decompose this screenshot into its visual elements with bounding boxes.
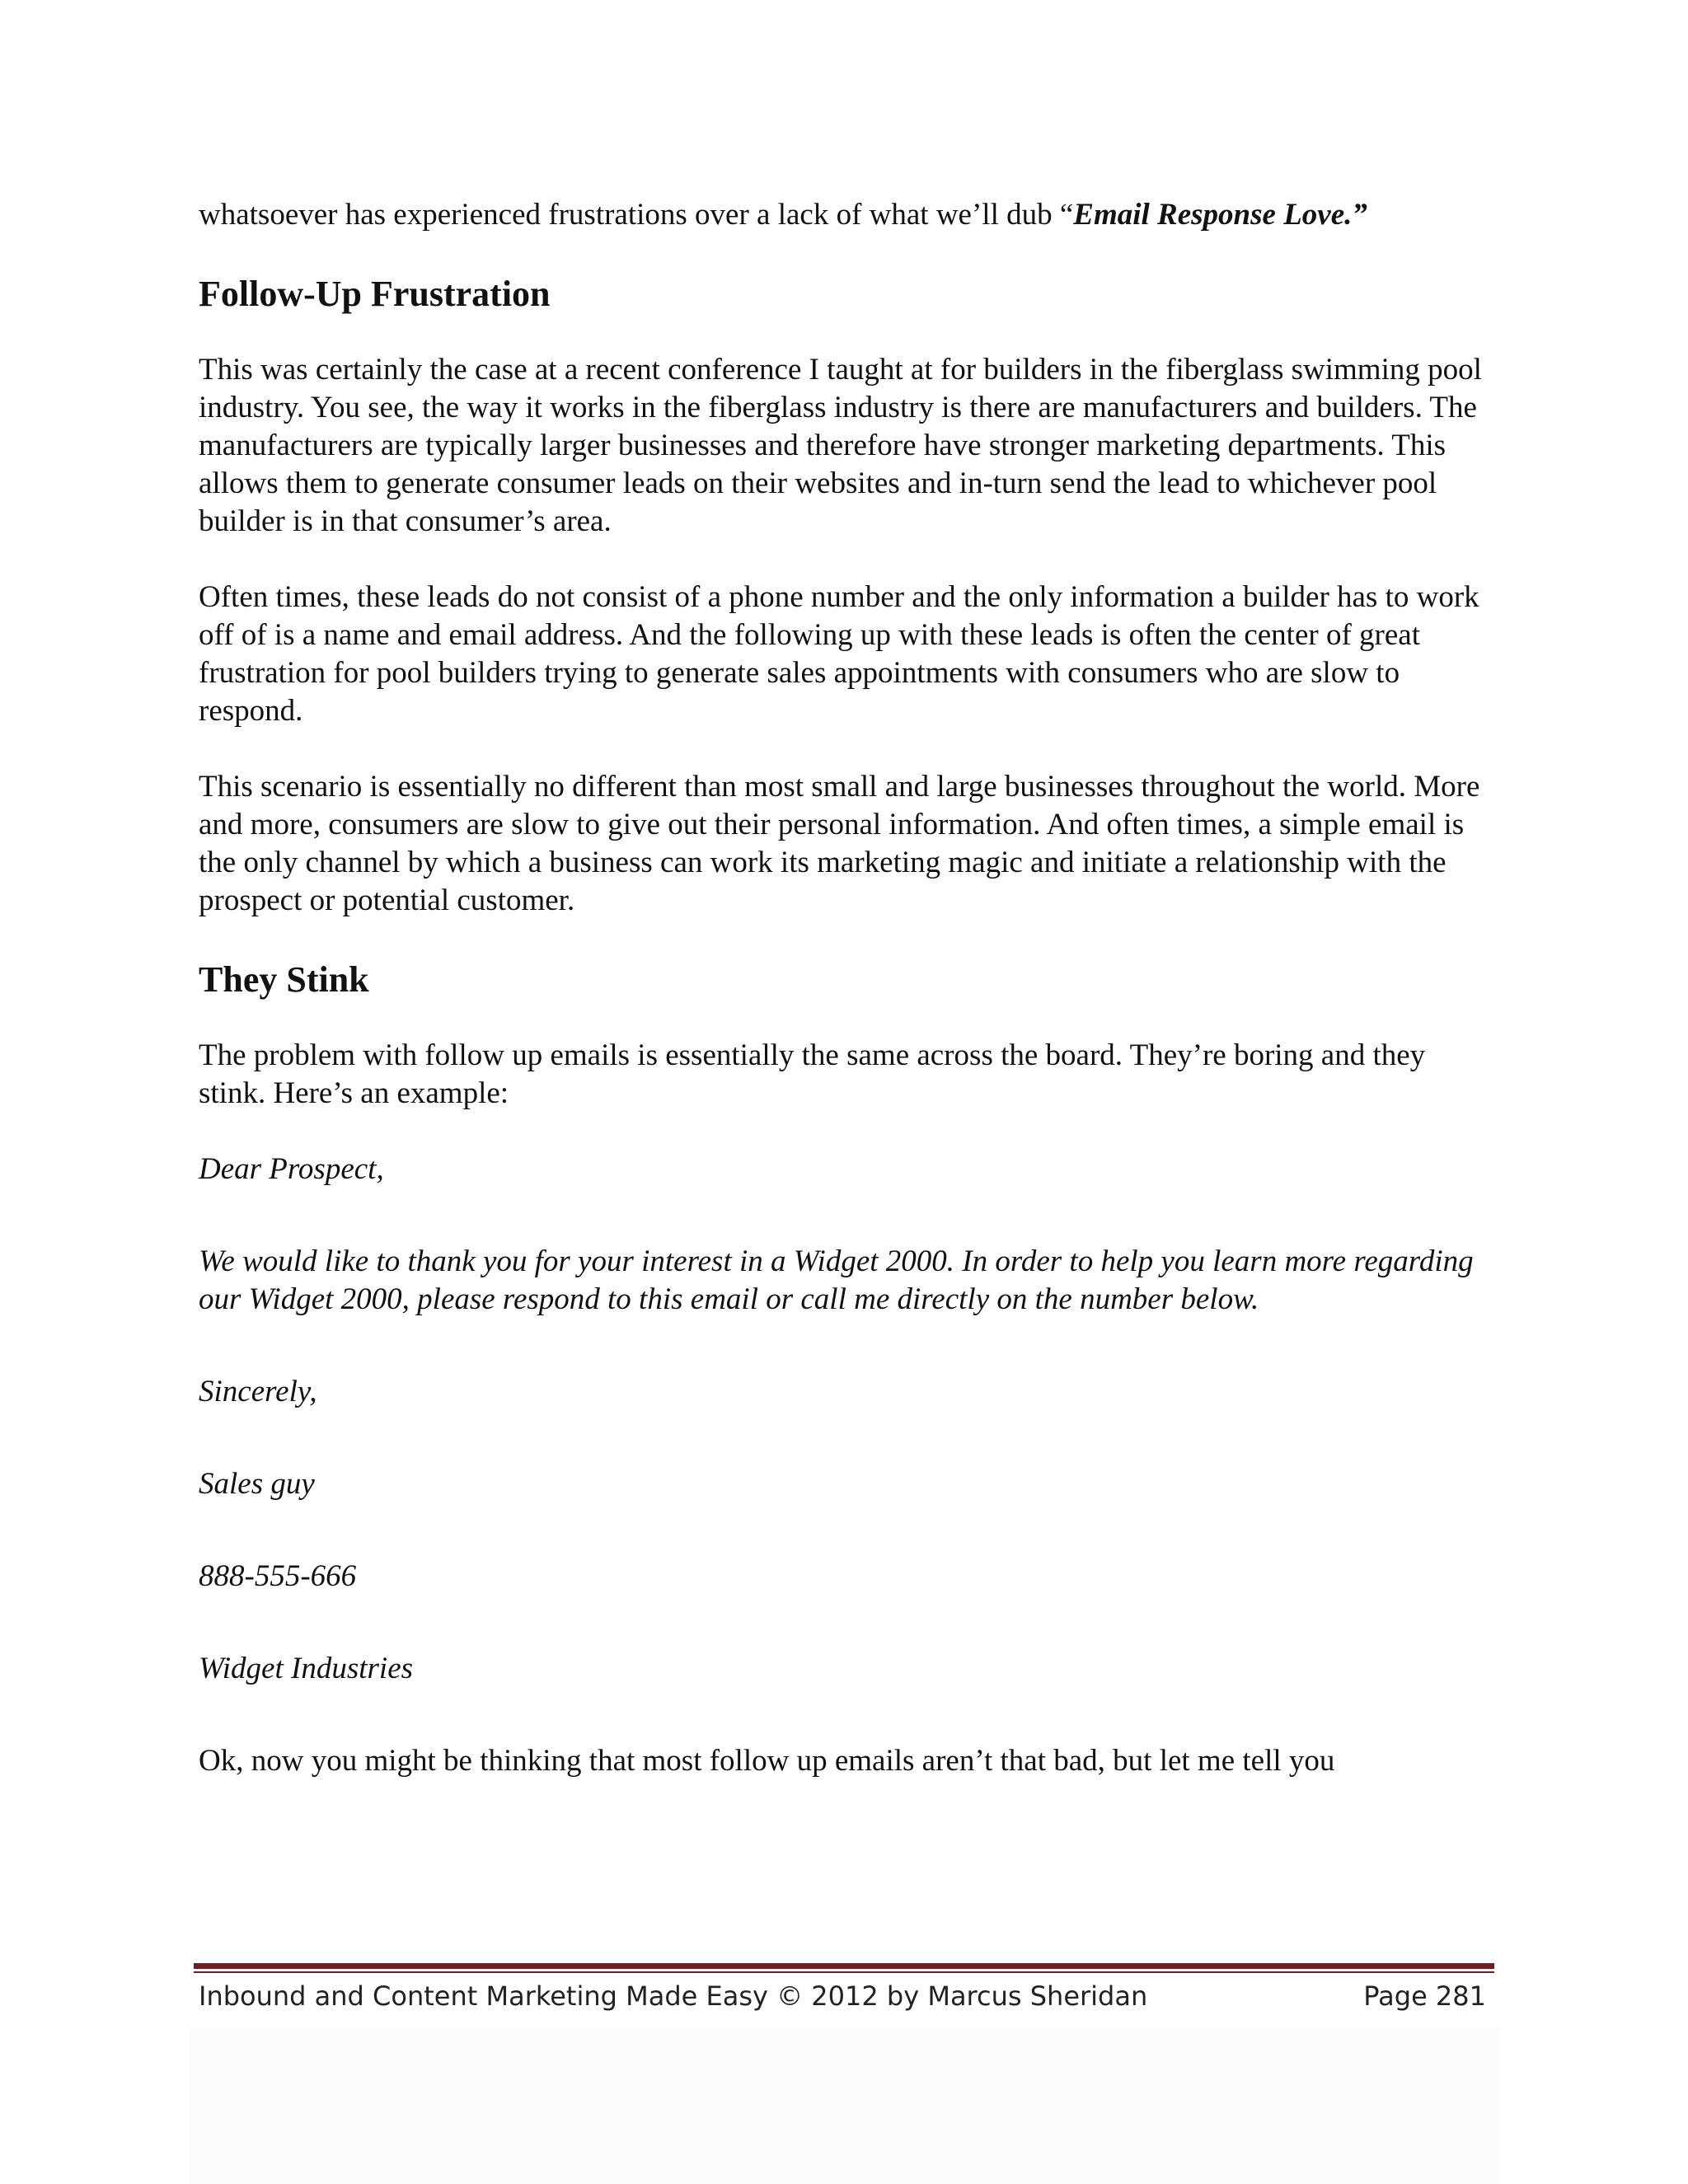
example-message: We would like to thank you for your interest in a Widget 2000. In order to help you learn more regarding our Widget 2000, please respond to this email or call me directly on the number below. bbox=[199, 1244, 1474, 1316]
page-bottom-margin bbox=[190, 2027, 1500, 2184]
example-salutation: Dear Prospect, bbox=[199, 1152, 384, 1186]
footer-divider bbox=[194, 1963, 1494, 1974]
footer-book-title: Inbound and Content Marketing Made Easy © 2012 by Marcus Sheridan bbox=[199, 1980, 1148, 2012]
footer-page-number: Page 281 bbox=[1363, 1980, 1486, 2012]
email-response-love-emphasis: Email Response Love.” bbox=[1073, 198, 1367, 232]
example-phone: 888-555-666 bbox=[199, 1559, 357, 1593]
example-signer: Sales guy bbox=[199, 1467, 315, 1501]
page-body bbox=[199, 196, 1493, 1780]
paragraph-conference: This was certainly the case at a recent conference I taught at for builders in the fiberglass swimming pool industry. You see, the way it works in the fiberglass industry is there are manufacturers and builders. The manufacturers are typically larger businesses and therefore have stronger marketing departments. This allows them to generate consumer leads on their websites and in-turn send the lead to whichever pool builder is in that consumer’s area. bbox=[199, 353, 1482, 538]
example-closing: Sincerely, bbox=[199, 1375, 317, 1408]
paragraph-leads: Often times, these leads do not consist of a phone number and the only information a builder has to work off of is a name and email address. And the following up with these leads is often the center of great frustration for pool builders trying to generate sales appointments with consumers who are slow to respond. bbox=[199, 580, 1479, 728]
heading-they-stink: They Stink bbox=[199, 959, 369, 1000]
footer-divider-thick-line bbox=[194, 1963, 1494, 1969]
footer-divider-thin-line bbox=[194, 1971, 1494, 1973]
paragraph-ok-now: Ok, now you might be thinking that most follow up emails aren’t that bad, but let me tell you bbox=[199, 1744, 1335, 1778]
example-company: Widget Industries bbox=[199, 1652, 414, 1685]
paragraph-scenario: This scenario is essentially no different than most small and large businesses throughout the world. More and more, consumers are slow to give out their personal information. And often times, a simple email is the only channel by which a business can work its marketing magic and initiate a relationship with the prospect or potential customer. bbox=[199, 770, 1480, 917]
page-footer bbox=[199, 1978, 1486, 2014]
continued-paragraph bbox=[199, 196, 1493, 234]
paragraph-problem: The problem with follow up emails is essentially the same across the board. They’re boring and they stink. Here’s an example: bbox=[199, 1038, 1426, 1110]
heading-follow-up-frustration: Follow-Up Frustration bbox=[199, 274, 551, 314]
continued-text: whatsoever has experienced frustrations over a lack of what we’ll dub “ bbox=[199, 198, 1074, 232]
